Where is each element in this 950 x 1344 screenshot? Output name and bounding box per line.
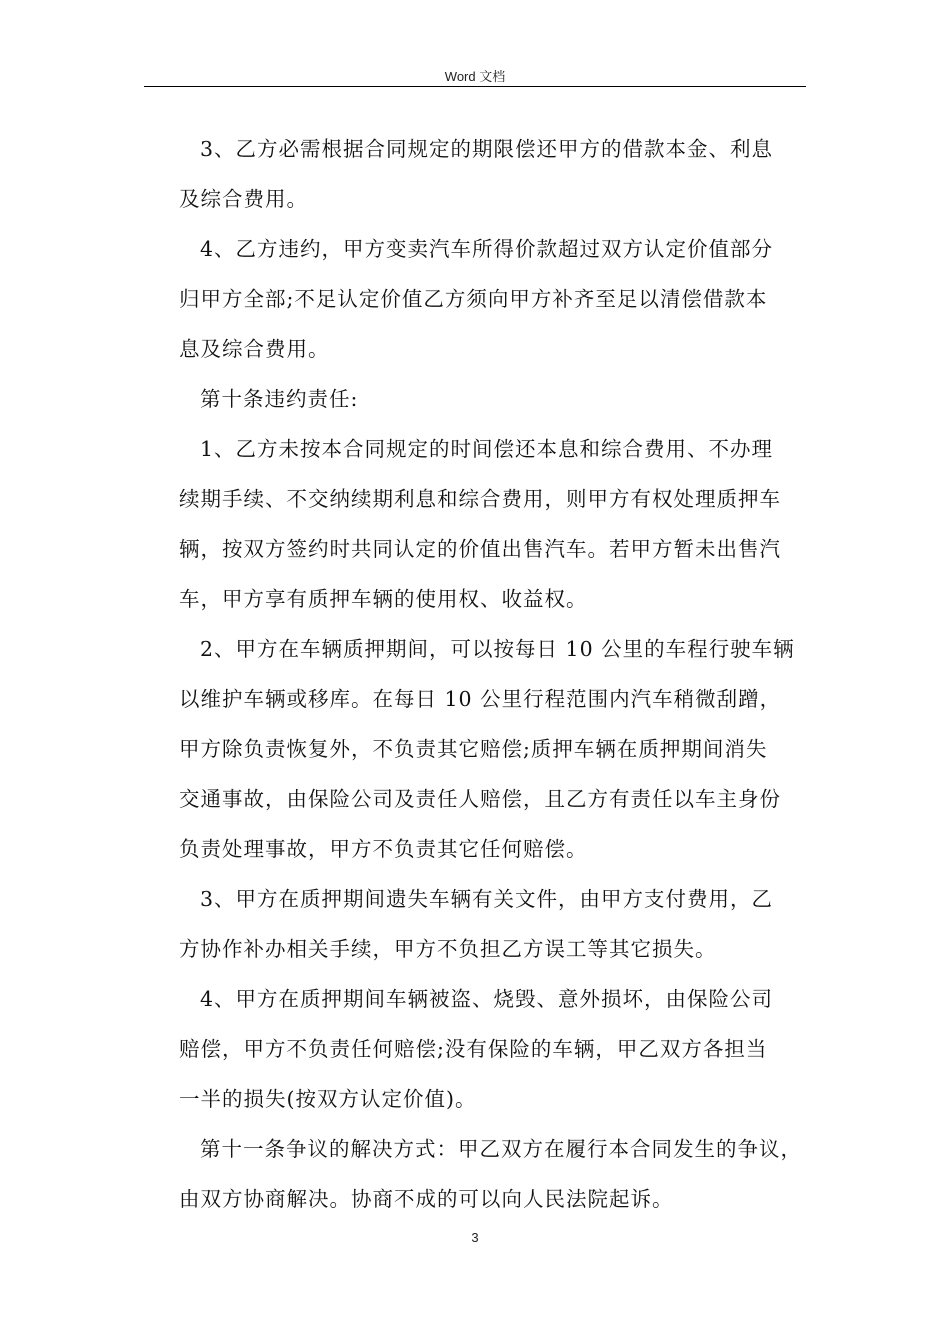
text-line: 由双方协商解决。协商不成的可以向人民法院起诉。 — [179, 1187, 674, 1211]
text-line: 1、乙方未按本合同规定的时间偿还本息和综合费用、不办理 — [200, 437, 774, 461]
document-body — [179, 124, 815, 1224]
text-line: 续期手续、不交纳续期利息和综合费用，则甲方有权处理质押车 — [179, 487, 781, 511]
section-heading: 第十条违约责任: — [200, 387, 359, 411]
text-line: 4、甲方在质押期间车辆被盗、烧毁、意外损坏，由保险公司 — [200, 987, 774, 1011]
text-line: 交通事故，由保险公司及责任人赔偿，且乙方有责任以车主身份 — [179, 787, 781, 811]
header-divider — [144, 86, 806, 87]
text-line: 一半的损失(按双方认定价值)。 — [179, 1087, 477, 1111]
text-line: 3、乙方必需根据合同规定的期限偿还甲方的借款本金、利息 — [200, 137, 774, 161]
section-heading: 第十一条争议的解决方式：甲乙双方在履行本合同发生的争议， — [200, 1137, 802, 1161]
text-line: 以维护车辆或移库。在每日 10 公里行程范围内汽车稍微刮蹭， — [179, 687, 782, 711]
page-number: 3 — [471, 1230, 479, 1245]
text-line: 4、乙方违约，甲方变卖汽车所得价款超过双方认定价值部分 — [200, 237, 774, 261]
text-line: 辆，按双方签约时共同认定的价值出售汽车。若甲方暂未出售汽 — [179, 537, 781, 561]
text-line: 2、甲方在车辆质押期间，可以按每日 10 公里的车程行驶车辆 — [200, 637, 795, 661]
text-line: 负责处理事故，甲方不负责其它任何赔偿。 — [179, 837, 588, 861]
text-line: 车，甲方享有质押车辆的使用权、收益权。 — [179, 587, 588, 611]
text-line: 方协作补办相关手续，甲方不负担乙方误工等其它损失。 — [179, 937, 717, 961]
page-header: Word 文档 — [444, 69, 506, 84]
text-line: 及综合费用。 — [179, 187, 308, 211]
text-line: 甲方除负责恢复外，不负责其它赔偿;质押车辆在质押期间消失 — [179, 737, 768, 761]
text-line: 赔偿，甲方不负责任何赔偿;没有保险的车辆，甲乙双方各担当 — [179, 1037, 768, 1061]
text-line: 3、甲方在质押期间遗失车辆有关文件，由甲方支付费用，乙 — [200, 887, 774, 911]
text-line: 归甲方全部;不足认定价值乙方须向甲方补齐至足以清偿借款本 — [179, 287, 768, 311]
text-line: 息及综合费用。 — [179, 337, 330, 361]
